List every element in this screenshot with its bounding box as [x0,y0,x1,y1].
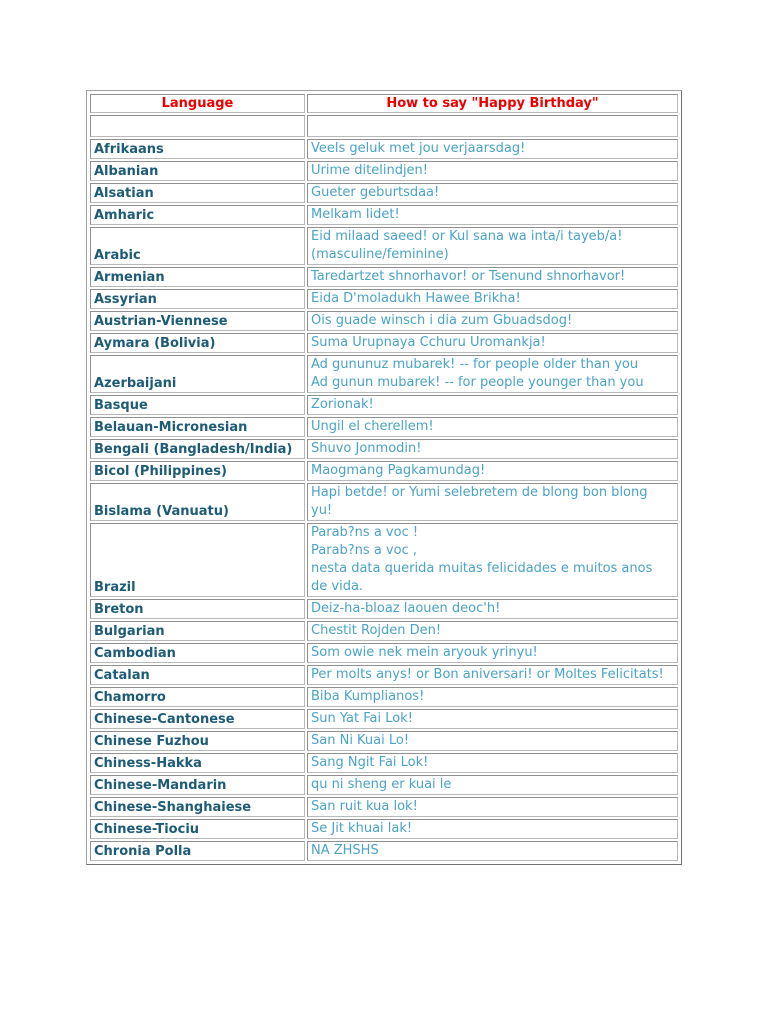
phrase-cell: Biba Kumplianos! [307,687,678,707]
phrase-cell: Urime ditelindjen! [307,161,678,181]
phrase-cell: Deiz-ha-bloaz laouen deoc'h! [307,599,678,619]
phrase-cell: Taredartzet shnorhavor! or Tsenund shnorhavor! [307,267,678,287]
phrase-cell: Ad gununuz mubarek! -- for people older than you Ad gunun mubarek! -- for people younger than you [307,355,678,393]
table-row [90,161,678,181]
language-cell: Chiness-Hakka [90,753,305,773]
phrase-cell: Suma Urupnaya Cchuru Uromankja! [307,333,678,353]
language-cell: Basque [90,395,305,415]
table-row [90,289,678,309]
table-row [90,523,678,597]
table-row [90,267,678,287]
language-cell: Brazil [90,523,305,597]
phrase-cell: Sang Ngit Fai Lok! [307,753,678,773]
language-cell: Armenian [90,267,305,287]
language-cell: Bicol (Philippines) [90,461,305,481]
table-row [90,841,678,861]
phrase-cell: Ois guade winsch i dia zum Gbuadsdog! [307,311,678,331]
phrase-cell: qu ni sheng er kuai le [307,775,678,795]
language-cell: Chinese Fuzhou [90,731,305,751]
language-cell: Chronia Polla [90,841,305,861]
language-cell: Bengali (Bangladesh/India) [90,439,305,459]
phrase-cell: Chestit Rojden Den! [307,621,678,641]
table-row [90,819,678,839]
phrase-cell: Per molts anys! or Bon aniversari! or Moltes Felicitats! [307,665,678,685]
language-cell: Albanian [90,161,305,181]
birthday-table [86,90,682,865]
language-cell: Breton [90,599,305,619]
phrase-cell: San ruit kua lok! [307,797,678,817]
phrase-cell: Se Jit khuai lak! [307,819,678,839]
language-cell: Aymara (Bolivia) [90,333,305,353]
language-cell: Cambodian [90,643,305,663]
table-body [90,94,678,861]
phrase-cell: Parab?ns a voc ! Parab?ns a voc , nesta data querida muitas felicidades e muitos anos de vida. [307,523,678,597]
phrase-cell: Zorionak! [307,395,678,415]
table-row [90,643,678,663]
table-row [90,797,678,817]
header-language: Language [90,94,305,113]
language-cell: Catalan [90,665,305,685]
language-cell: Arabic [90,227,305,265]
language-cell: Afrikaans [90,139,305,159]
table-row [90,483,678,521]
language-cell: Bulgarian [90,621,305,641]
phrase-cell: San Ni Kuai Lo! [307,731,678,751]
phrase-cell: Melkam lidet! [307,205,678,225]
table-row [90,709,678,729]
table-row [90,205,678,225]
blank-cell [90,115,305,137]
table-row [90,311,678,331]
table-row [90,775,678,795]
language-table [88,92,680,863]
table-row [90,687,678,707]
phrase-cell: NA ZHSHS [307,841,678,861]
table-row [90,753,678,773]
table-row [90,599,678,619]
phrase-cell: Ungil el cherellem! [307,417,678,437]
language-cell: Chinese-Cantonese [90,709,305,729]
blank-cell [307,115,678,137]
table-row [90,355,678,393]
phrase-cell: Eida D'moladukh Hawee Brikha! [307,289,678,309]
phrase-cell: Hapi betde! or Yumi selebretem de blong bon blong yu! [307,483,678,521]
language-cell: Chinese-Shanghaiese [90,797,305,817]
blank-row [90,115,678,137]
language-cell: Bislama (Vanuatu) [90,483,305,521]
table-row [90,731,678,751]
table-row [90,139,678,159]
language-cell: Alsatian [90,183,305,203]
phrase-cell: Maogmang Pagkamundag! [307,461,678,481]
header-phrase: How to say "Happy Birthday" [307,94,678,113]
table-row [90,439,678,459]
language-cell: Azerbaijani [90,355,305,393]
table-row [90,227,678,265]
header-row [90,94,678,113]
table-row [90,461,678,481]
table-row [90,621,678,641]
language-cell: Austrian-Viennese [90,311,305,331]
phrase-cell: Sun Yat Fai Lok! [307,709,678,729]
table-row [90,395,678,415]
language-cell: Assyrian [90,289,305,309]
table-row [90,665,678,685]
phrase-cell: Eid milaad saeed! or Kul sana wa inta/i tayeb/a! (masculine/feminine) [307,227,678,265]
table-row [90,417,678,437]
phrase-cell: Veels geluk met jou verjaarsdag! [307,139,678,159]
phrase-cell: Som owie nek mein aryouk yrinyu! [307,643,678,663]
language-cell: Chamorro [90,687,305,707]
phrase-cell: Shuvo Jonmodin! [307,439,678,459]
phrase-cell: Gueter geburtsdaa! [307,183,678,203]
language-cell: Chinese-Tiociu [90,819,305,839]
table-row [90,333,678,353]
language-cell: Amharic [90,205,305,225]
table-row [90,183,678,203]
language-cell: Chinese-Mandarin [90,775,305,795]
language-cell: Belauan-Micronesian [90,417,305,437]
